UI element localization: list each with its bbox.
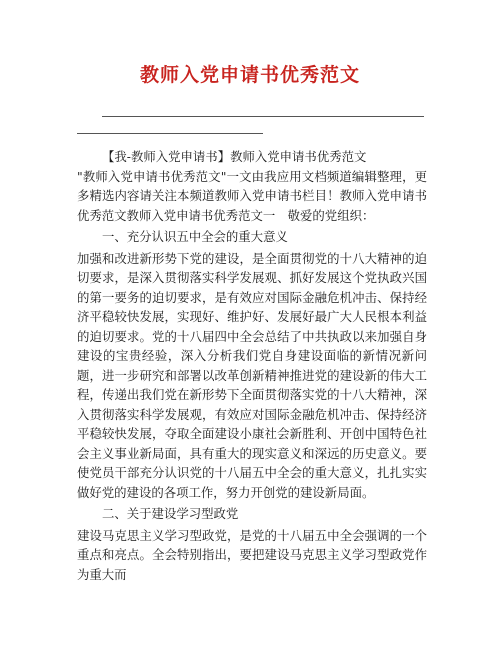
title-underline — [102, 116, 424, 117]
section-heading-2: 二、关于建设学习型政党 — [102, 506, 239, 521]
section-body-1: 加强和改进新形势下党的建设，是全面贯彻党的十八大精神的迫切要求，是深入贯彻落实科学发展观、抓好发展这个党执政兴国的第一要务的迫切要求，是有效应对国际金融危机冲击、保持经济平稳较快发展，实现好、维护好、发展好最广大人民根本利益的迫切要求。党的十八届四中全会总结了中共执政以来加强自身建设的宝贵经验，深入分析我们党自身建设面临的新情况新问题，进一步研究和部署以改革创新精神推进党的建设新的伟大工程，传递出我们党在新形势下全面贯彻落实党的十八大精神，深入贯彻落实科学发展观，有效应对国际金融危机冲击、保持经济平稳较快发展，夺取全面建设小康社会新胜利、开创中国特色社会主义事业新局面，具有重大的现实意义和深远的历史意义。要使党员干部充分认识党的十八届五中全会的重大意义，扎扎实实做好党的建设的各项工作，努力开创党的建设新局面。 — [77, 250, 427, 500]
section-heading-1: 一、充分认识五中全会的重大意义 — [102, 229, 288, 244]
section-body-2: 建设马克思主义学习型政党，是党的十八届五中全会强调的一个重点和亮点。全会特别指出，要把建设马克思主义学习型政党作为重大而 — [77, 527, 427, 582]
intro-paragraph: 【我-教师入党申请书】教师入党申请书优秀范文 — [102, 149, 367, 164]
source-paragraph: "教师入党申请书优秀范文"一文由我应用文档频道编辑整理，更多精选内容请关注本频道教师入党申请书栏目！教师入党申请书优秀范文教师入党申请书优秀范文一 敬爱的党组织： — [77, 168, 427, 223]
title-underline-continued — [77, 133, 263, 134]
document-body — [77, 147, 427, 584]
document-title: 教师入党申请书优秀范文 — [139, 64, 360, 86]
